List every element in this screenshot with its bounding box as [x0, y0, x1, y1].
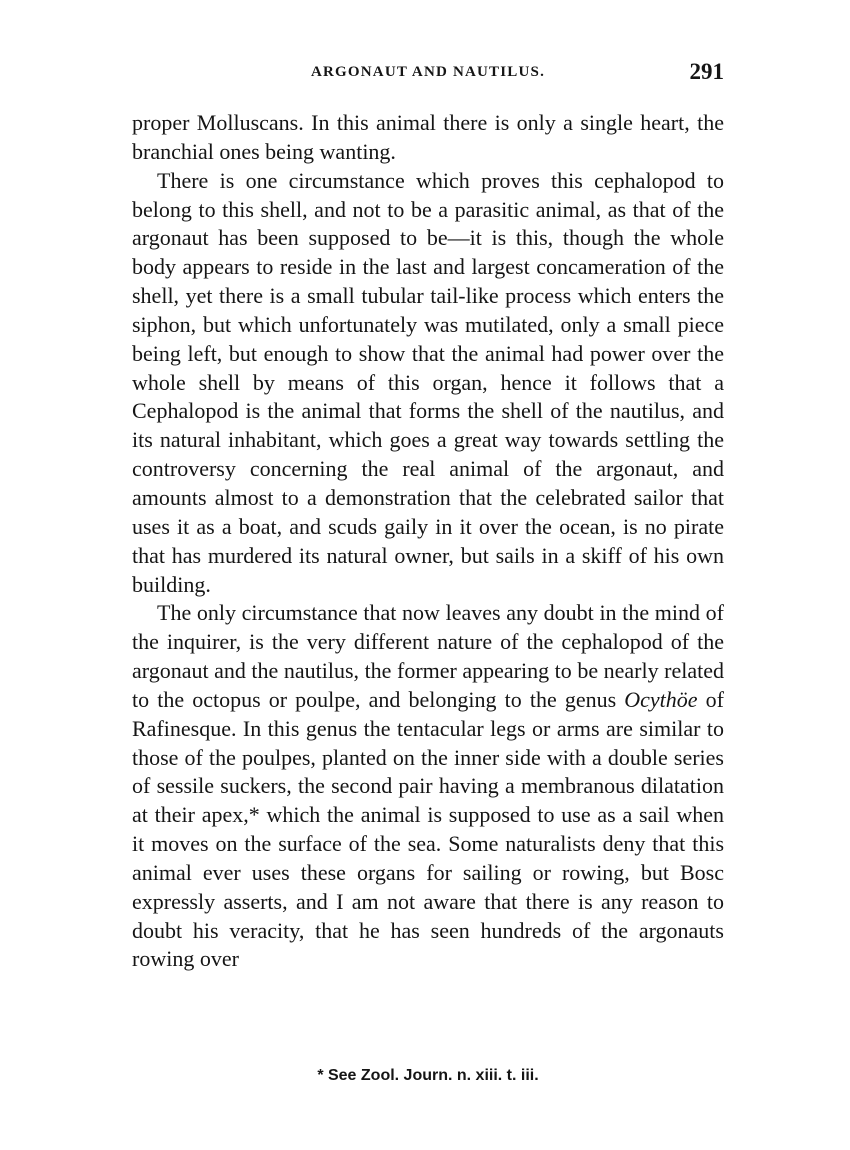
paragraph-2: There is one circumstance which proves this cephalopod to belong to this shell, and not to be a parasitic animal, as that of the argonaut has been supposed to be—it is this, though the whole body appears to reside in the last and largest concameration of the shell, yet there is a small tubular tail-like process which enters the siphon, but which unfortunately was mutilated, only a small piece being left, but enough to show that the animal had power over the whole shell by means of this organ, hence it follows that a Cephalopod is the animal that forms the shell of the nautilus, and its natural inhabitant, which goes a great way towards settling the controversy concerning the real animal of the argonaut, and amounts almost to a demonstration that the celebrated sailor that uses it as a boat, and scuds gaily in it over the ocean, is no pirate that has murdered its natural owner, but sails in a skiff of his own building. — [132, 167, 724, 597]
footnote: * See Zool. Journ. n. xiii. t. iii. — [317, 1067, 539, 1084]
genus-name: Ocythöe — [624, 686, 698, 712]
running-title: ARGONAUT AND NAUTILUS. — [310, 64, 546, 80]
body-text — [132, 109, 724, 974]
page-header — [132, 59, 724, 90]
paragraph-3-part-1: The only circumstance that now leaves any doubt in the mind of the inquirer, is the very different nature of the cephalopod of the argonaut and the nautilus, the former appearing to be nearly related to the octopus or poulpe, and belonging to the genus — [132, 600, 724, 712]
paragraph-1: proper Molluscans. In this animal there is only a single heart, the branchial ones being wanting. — [132, 110, 724, 164]
paragraph-3 — [132, 599, 724, 974]
paragraph-3-part-2: of Rafinesque. In this genus the tentacular legs or arms are similar to those of the poulpes, planted on the inner side with a double series of sessile suckers, the second pair having a membranous dilatation at their apex,* which the animal is supposed to use as a sail when it moves on the surface of the sea. Some naturalists deny that this animal ever uses these organs for sailing or rowing, but Bosc expressly asserts, and I am not aware that there is any reason to doubt his veracity, that he has seen hundreds of the argonauts rowing over — [132, 686, 724, 972]
page-number: 291 — [689, 59, 724, 84]
